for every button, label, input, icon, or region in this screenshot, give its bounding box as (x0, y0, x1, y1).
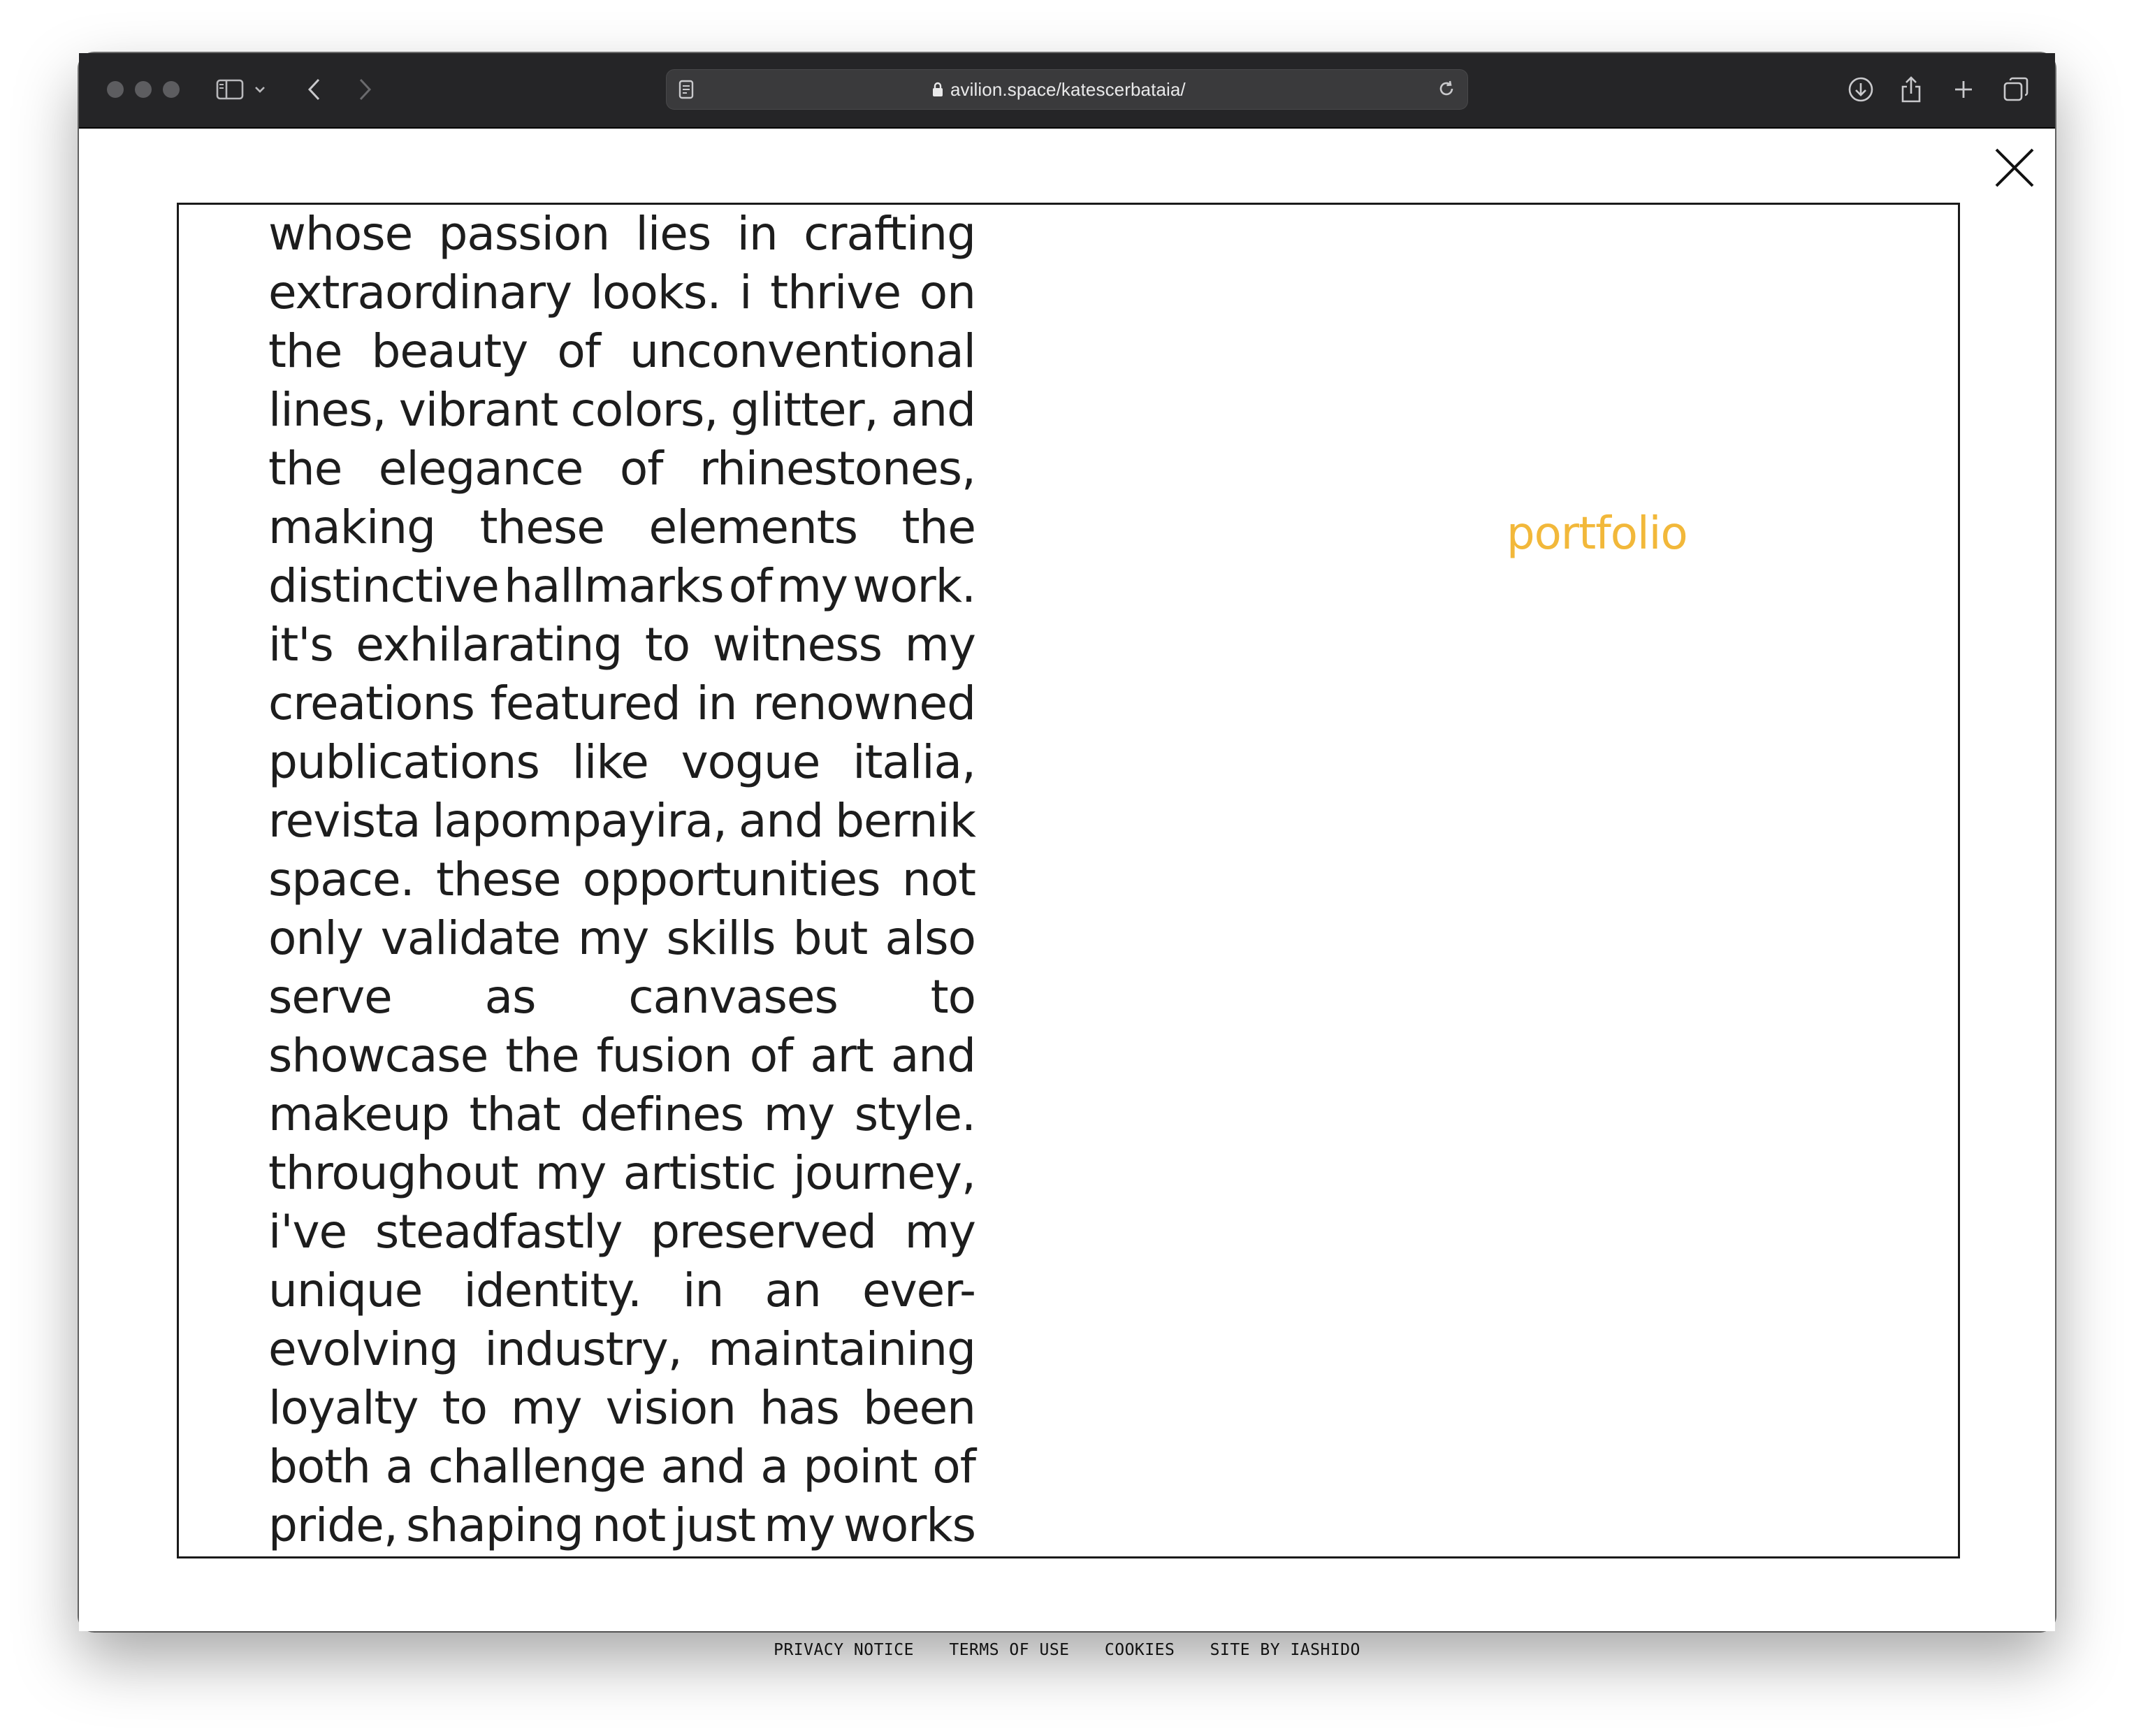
back-icon[interactable] (303, 71, 326, 108)
bio-line: the elegance of rhinestones, (268, 442, 975, 496)
close-window-button[interactable] (107, 81, 124, 98)
privacy-notice-link[interactable]: PRIVACY NOTICE (774, 1641, 914, 1659)
bio-line: makeup that defines my style. (268, 1087, 975, 1141)
bio-line: the beauty of unconventional (268, 324, 975, 378)
cookies-link[interactable]: COOKIES (1104, 1641, 1175, 1659)
share-icon[interactable] (1897, 71, 1925, 108)
minimize-window-button[interactable] (135, 81, 152, 98)
bio-text (268, 205, 975, 1555)
site-credit-link[interactable]: SITE BY IASHIDO (1210, 1641, 1360, 1659)
bio-line: throughout my artistic journey, (268, 1146, 975, 1200)
terms-of-use-link[interactable]: TERMS OF USE (949, 1641, 1070, 1659)
close-icon[interactable] (1992, 145, 2037, 190)
bio-line: unique identity. in an ever- (268, 1264, 975, 1317)
url-text[interactable]: avilion.space/katescerbataia/ (950, 79, 1186, 100)
bio-line: i've steadfastly preserved my (268, 1205, 975, 1259)
forward-icon[interactable] (353, 71, 377, 108)
bio-line: extraordinary looks. i thrive on (268, 266, 975, 319)
page-content (79, 129, 2055, 1659)
bio-line: creations featured in renowned (268, 677, 975, 730)
bio-line: lines, vibrant colors, glitter, and (268, 383, 975, 437)
about-panel (177, 203, 1960, 1558)
reload-icon[interactable] (1437, 79, 1456, 102)
bio-line: distinctive hallmarks of my work. (268, 559, 975, 613)
bio-line: serve as canvases to (268, 970, 975, 1024)
sidebar-icon[interactable] (213, 71, 247, 108)
portfolio-link[interactable]: portfolio (1507, 508, 1687, 560)
downloads-icon[interactable] (1845, 71, 1876, 108)
bio-line: showcase the fusion of art and (268, 1029, 975, 1083)
page-menu-icon[interactable] (678, 80, 695, 103)
bio-line: making these elements the (268, 500, 975, 554)
browser-toolbar (79, 53, 2055, 129)
tab-overview-icon[interactable] (2001, 71, 2031, 108)
browser-window (79, 53, 2055, 1659)
lock-icon (932, 81, 943, 101)
bio-line: publications like vogue italia, (268, 735, 975, 789)
bio-line: whose passion lies in crafting (268, 207, 975, 261)
zoom-window-button[interactable] (163, 81, 180, 98)
bio-line: only validate my skills but also (268, 911, 975, 965)
bio-line: revista lapompayira, and bernik (268, 794, 975, 848)
address-bar[interactable] (666, 69, 1468, 110)
bio-line: it's exhilarating to witness my (268, 618, 975, 672)
footer-nav (79, 1641, 2055, 1659)
bio-line: loyalty to my vision has been (268, 1381, 975, 1435)
new-tab-icon[interactable] (1950, 71, 1977, 108)
bio-line: evolving industry, maintaining (268, 1322, 975, 1376)
bio-line: pride, shaping not just my works (268, 1498, 975, 1552)
bio-line: space. these opportunities not (268, 853, 975, 906)
bio-line: both a challenge and a point of (268, 1440, 975, 1493)
chevron-down-icon[interactable] (252, 71, 268, 108)
